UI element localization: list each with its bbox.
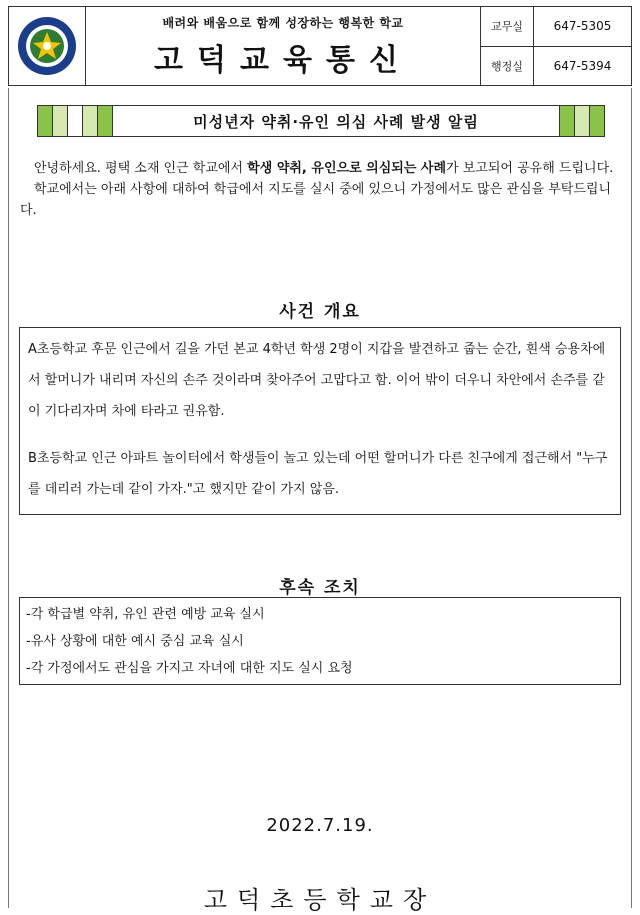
banner-stripe — [83, 106, 98, 136]
banner-stripe — [53, 106, 68, 136]
contact-phone: 647-5305 — [553, 19, 612, 34]
contact-table — [481, 7, 631, 85]
logo-cell — [9, 7, 86, 85]
contact-label: 행정실 — [481, 47, 534, 86]
overview-box — [19, 327, 621, 515]
case-b-text: B초등학교 인근 아파트 놀이터에서 학생들이 놀고 있는데 어떤 할머니가 다른 친구에게 접근해서 "누구를 데리러 가는데 같이 가자."고 했지만 같이 가지 않음. — [28, 451, 608, 497]
intro-emphasis: 학생 약취, 유인으로 의심되는 사례 — [247, 161, 447, 176]
banner-stripe — [574, 106, 589, 136]
followup-box — [19, 597, 621, 685]
newsletter-title: 고덕교육통신 — [154, 42, 412, 78]
title-cell — [86, 7, 481, 85]
banner-stripe — [98, 106, 113, 136]
followup-title: 후속 조치 — [279, 578, 361, 598]
overview-title: 사건 개요 — [279, 302, 361, 322]
school-slogan: 배려와 배움으로 함께 성장하는 행복한 학교 — [162, 15, 404, 30]
newsletter-header — [8, 6, 632, 86]
contact-row — [481, 46, 631, 86]
intro-paragraph: 학교에서는 아래 사항에 대하여 학급에서 지도를 실시 중에 있으니 가정에서도 많은 관심을 부탁드립니다. — [20, 182, 612, 218]
contact-phone: 647-5394 — [553, 58, 612, 73]
followup-list — [20, 598, 620, 685]
intro-text-span: 안녕하세요. 평택 소재 인근 학교에서 — [34, 161, 248, 176]
banner-stripe — [589, 106, 604, 136]
notice-banner — [37, 105, 605, 137]
intro-text — [20, 158, 618, 221]
followup-item: -각 가정에서도 관심을 가지고 자녀에 대한 지도 실시 요청 — [26, 661, 353, 676]
followup-item: -각 학급별 약취, 유인 관련 예방 교육 실시 — [26, 607, 265, 622]
banner-stripe — [38, 106, 53, 136]
intro-text-span: 가 보고되어 공유해 드립니다. — [446, 161, 614, 176]
banner-stripe — [559, 106, 574, 136]
banner-title: 미성년자 약취·유인 의심 사례 발생 알림 — [193, 112, 479, 131]
followup-item: -유사 상황에 대한 예시 중심 교육 실시 — [26, 634, 244, 649]
signer-name: 고덕초등학교장 — [203, 886, 437, 914]
contact-row — [481, 7, 631, 46]
intro-paragraph — [20, 158, 618, 179]
banner-stripe — [68, 106, 83, 136]
school-emblem-icon — [16, 15, 78, 77]
case-a-text: A초등학교 후문 인근에서 길을 가던 본교 4학년 학생 2명이 지갑을 발견하고 줍는 순간, 흰색 승용차에서 할머니가 내리며 자신의 손주 것이라며 찾아주어 고맙다고 함. 이어 밖이 더우니 차안에서 손주를 같이 기다리자며 차에 타라고 권유함. — [28, 342, 606, 419]
issue-date: 2022.7.19. — [266, 815, 374, 836]
contact-label: 교무실 — [481, 7, 534, 46]
